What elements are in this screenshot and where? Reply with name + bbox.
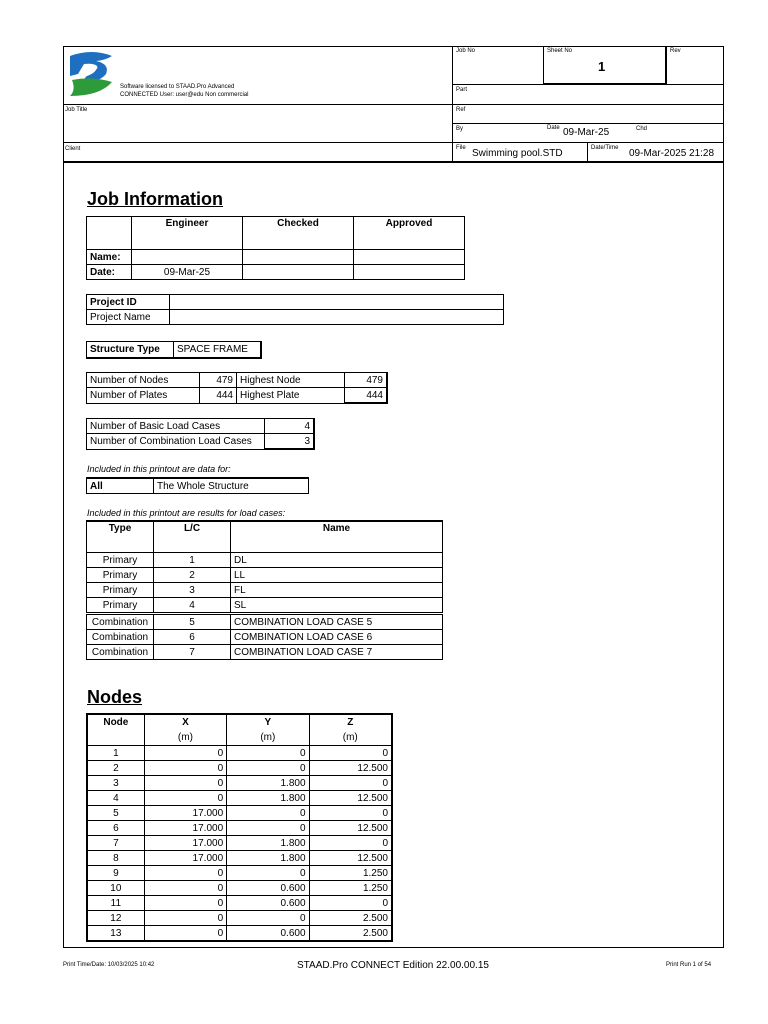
lc-type-cell: Combination <box>87 614 154 630</box>
lc-number-cell: 4 <box>154 598 231 614</box>
node-y-cell: 0 <box>227 821 309 836</box>
node-y-cell: 0 <box>227 866 309 881</box>
node-id-cell: 11 <box>87 896 144 911</box>
lc-name-cell: COMBINATION LOAD CASE 5 <box>231 614 443 630</box>
all-label: All <box>87 478 154 494</box>
node-x-cell: 17.000 <box>144 836 226 851</box>
num-nodes-label: Number of Nodes <box>87 373 200 388</box>
node-y-cell: 1.800 <box>227 836 309 851</box>
comb-lc-label: Number of Combination Load Cases <box>87 434 265 450</box>
node-z-cell: 12.500 <box>309 821 392 836</box>
table-row <box>87 851 392 866</box>
num-plates-value: 444 <box>200 388 237 404</box>
node-z-cell: 0 <box>309 836 392 851</box>
node-id-cell: 3 <box>87 776 144 791</box>
node-y-cell: 0 <box>227 761 309 776</box>
lc-type-cell: Primary <box>87 568 154 583</box>
date-engineer-cell: 09-Mar-25 <box>132 265 243 280</box>
file-value: Swimming pool.STD <box>472 148 563 159</box>
table-row <box>87 881 392 896</box>
table-row <box>87 598 443 614</box>
node-id-cell: 8 <box>87 851 144 866</box>
table-row <box>87 836 392 851</box>
all-table <box>86 477 309 494</box>
engineer-header: Engineer <box>132 217 243 250</box>
date-checked-cell <box>243 265 354 280</box>
table-row <box>87 776 392 791</box>
node-x-cell: 0 <box>144 791 226 806</box>
table-row <box>87 911 392 926</box>
table-row <box>87 791 392 806</box>
node-id-cell: 9 <box>87 866 144 881</box>
by-label: By <box>456 126 464 132</box>
highest-node-value: 479 <box>345 373 388 388</box>
lc-number-cell: 1 <box>154 553 231 568</box>
divider <box>587 142 588 162</box>
table-row <box>87 821 392 836</box>
node-y-cell: 1.800 <box>227 776 309 791</box>
node-id-cell: 4 <box>87 791 144 806</box>
sheet-no-value: 1 <box>598 59 606 74</box>
lc-number-cell: 6 <box>154 630 231 645</box>
y-unit: (m) <box>227 729 309 746</box>
divider <box>666 46 667 85</box>
license-line-2: CONNECTED User: user@edu Non commercial <box>120 92 249 98</box>
node-y-cell: 0.600 <box>227 881 309 896</box>
table-row <box>87 583 443 598</box>
node-x-cell: 0 <box>144 776 226 791</box>
node-x-cell: 0 <box>144 881 226 896</box>
z-header: Z <box>309 714 392 729</box>
node-y-cell: 0 <box>227 746 309 761</box>
basic-lc-label: Number of Basic Load Cases <box>87 419 265 434</box>
num-plates-label: Number of Plates <box>87 388 200 404</box>
divider <box>63 142 723 143</box>
z-unit: (m) <box>309 729 392 746</box>
node-id-cell: 12 <box>87 911 144 926</box>
divider <box>63 104 452 105</box>
node-y-cell: 1.800 <box>227 851 309 866</box>
table-row <box>87 614 443 630</box>
lc-number-cell: 3 <box>154 583 231 598</box>
structure-type-table <box>86 341 262 359</box>
basic-lc-value: 4 <box>265 419 315 434</box>
node-z-cell: 12.500 <box>309 761 392 776</box>
datetime-value: 09-Mar-2025 21:28 <box>629 148 715 159</box>
node-id-cell: 10 <box>87 881 144 896</box>
all-value: The Whole Structure <box>154 478 309 494</box>
table-row <box>87 553 443 568</box>
node-x-cell: 0 <box>144 896 226 911</box>
name-checked-cell <box>243 250 354 265</box>
node-x-cell: 0 <box>144 926 226 942</box>
approved-header: Approved <box>354 217 465 250</box>
highest-node-label: Highest Node <box>237 373 345 388</box>
footer-edition: STAAD.Pro CONNECT Edition 22.00.00.15 <box>297 960 489 971</box>
table-row <box>87 645 443 660</box>
lc-name-header: Name <box>231 521 443 553</box>
node-id-cell: 5 <box>87 806 144 821</box>
node-x-cell: 17.000 <box>144 821 226 836</box>
node-z-cell: 0 <box>309 746 392 761</box>
node-z-cell: 2.500 <box>309 926 392 942</box>
date-label: Date <box>547 125 560 131</box>
node-x-cell: 0 <box>144 761 226 776</box>
x-unit: (m) <box>144 729 226 746</box>
date-value: 09-Mar-25 <box>563 127 610 138</box>
lc-number-cell: 5 <box>154 614 231 630</box>
divider <box>452 104 723 105</box>
node-header: Node <box>87 714 144 729</box>
node-z-cell: 0 <box>309 776 392 791</box>
node-z-cell: 1.250 <box>309 866 392 881</box>
datetime-label: Date/Time <box>591 145 619 151</box>
lc-type-cell: Combination <box>87 645 154 660</box>
highest-plate-label: Highest Plate <box>237 388 345 404</box>
divider <box>63 161 723 163</box>
node-z-cell: 12.500 <box>309 851 392 866</box>
node-y-cell: 0 <box>227 806 309 821</box>
checked-header: Checked <box>243 217 354 250</box>
node-id-cell: 6 <box>87 821 144 836</box>
blank-cell <box>87 217 132 250</box>
table-row <box>87 746 392 761</box>
highest-plate-value: 444 <box>345 388 388 404</box>
structure-type-value: SPACE FRAME <box>174 342 262 358</box>
table-row <box>87 806 392 821</box>
table-row <box>87 896 392 911</box>
structure-type-label: Structure Type <box>87 342 174 358</box>
load-count-table <box>86 418 315 450</box>
node-y-cell: 0.600 <box>227 926 309 942</box>
name-engineer-cell <box>132 250 243 265</box>
node-z-cell: 1.250 <box>309 881 392 896</box>
table-row <box>87 630 443 645</box>
blank-cell <box>87 729 144 746</box>
lc-name-cell: COMBINATION LOAD CASE 7 <box>231 645 443 660</box>
project-name-value <box>170 310 504 325</box>
nodes-body <box>87 746 392 942</box>
job-information-title: Job Information <box>87 189 223 209</box>
job-no-label: Job No <box>456 48 476 54</box>
counts-table <box>86 372 388 404</box>
part-label: Part <box>456 87 468 93</box>
lc-name-cell: FL <box>231 583 443 598</box>
rev-label: Rev <box>670 48 681 54</box>
lc-type-cell: Primary <box>87 583 154 598</box>
chd-label: Chd <box>636 126 648 132</box>
date-approved-cell <box>354 265 465 280</box>
node-x-cell: 0 <box>144 866 226 881</box>
lc-type-header: Type <box>87 521 154 553</box>
node-x-cell: 0 <box>144 746 226 761</box>
client-label: Client <box>65 146 81 152</box>
name-row-label: Name: <box>87 250 132 265</box>
load-cases-body <box>87 553 443 660</box>
included-data-text: Included in this printout are data for: <box>87 464 231 474</box>
lc-name-cell: DL <box>231 553 443 568</box>
node-z-cell: 0 <box>309 896 392 911</box>
nodes-table <box>86 713 393 942</box>
lc-type-cell: Primary <box>87 553 154 568</box>
divider <box>452 84 723 85</box>
lc-number-cell: 7 <box>154 645 231 660</box>
table-row <box>87 866 392 881</box>
node-z-cell: 2.500 <box>309 911 392 926</box>
file-label: File <box>456 145 466 151</box>
node-y-cell: 0.600 <box>227 896 309 911</box>
lc-number-header: L/C <box>154 521 231 553</box>
lc-type-cell: Combination <box>87 630 154 645</box>
num-nodes-value: 479 <box>200 373 237 388</box>
node-z-cell: 12.500 <box>309 791 392 806</box>
node-id-cell: 13 <box>87 926 144 942</box>
node-id-cell: 2 <box>87 761 144 776</box>
x-header: X <box>144 714 226 729</box>
name-approved-cell <box>354 250 465 265</box>
project-id-label: Project ID <box>87 295 170 310</box>
project-table <box>86 294 504 325</box>
divider <box>452 46 453 162</box>
node-x-cell: 17.000 <box>144 806 226 821</box>
node-id-cell: 1 <box>87 746 144 761</box>
job-title-label: Job Title <box>65 107 88 113</box>
lc-name-cell: COMBINATION LOAD CASE 6 <box>231 630 443 645</box>
included-results-text: Included in this printout are results for load cases: <box>87 508 286 518</box>
project-name-label: Project Name <box>87 310 170 325</box>
table-row <box>87 568 443 583</box>
y-header: Y <box>227 714 309 729</box>
footer-print-run: Print Run 1 of 54 <box>666 962 712 968</box>
table-row <box>87 761 392 776</box>
node-y-cell: 1.800 <box>227 791 309 806</box>
project-id-value <box>170 295 504 310</box>
lc-name-cell: SL <box>231 598 443 614</box>
lc-name-cell: LL <box>231 568 443 583</box>
staad-logo-icon <box>66 50 118 98</box>
date-row-label: Date: <box>87 265 132 280</box>
lc-type-cell: Primary <box>87 598 154 614</box>
divider <box>452 123 723 124</box>
node-y-cell: 0 <box>227 911 309 926</box>
comb-lc-value: 3 <box>265 434 315 450</box>
ref-label: Ref <box>456 107 466 113</box>
lc-number-cell: 2 <box>154 568 231 583</box>
nodes-title: Nodes <box>87 687 143 707</box>
node-x-cell: 0 <box>144 911 226 926</box>
node-z-cell: 0 <box>309 806 392 821</box>
table-row <box>87 926 392 942</box>
sheet-no-label: Sheet No <box>547 48 573 54</box>
job-info-table <box>86 216 465 280</box>
node-x-cell: 17.000 <box>144 851 226 866</box>
license-line-1: Software licensed to STAAD.Pro Advanced <box>120 84 235 90</box>
node-id-cell: 7 <box>87 836 144 851</box>
load-cases-table <box>86 520 443 660</box>
footer-print-time: Print Time/Date: 10/03/2025 10:42 <box>63 962 155 968</box>
